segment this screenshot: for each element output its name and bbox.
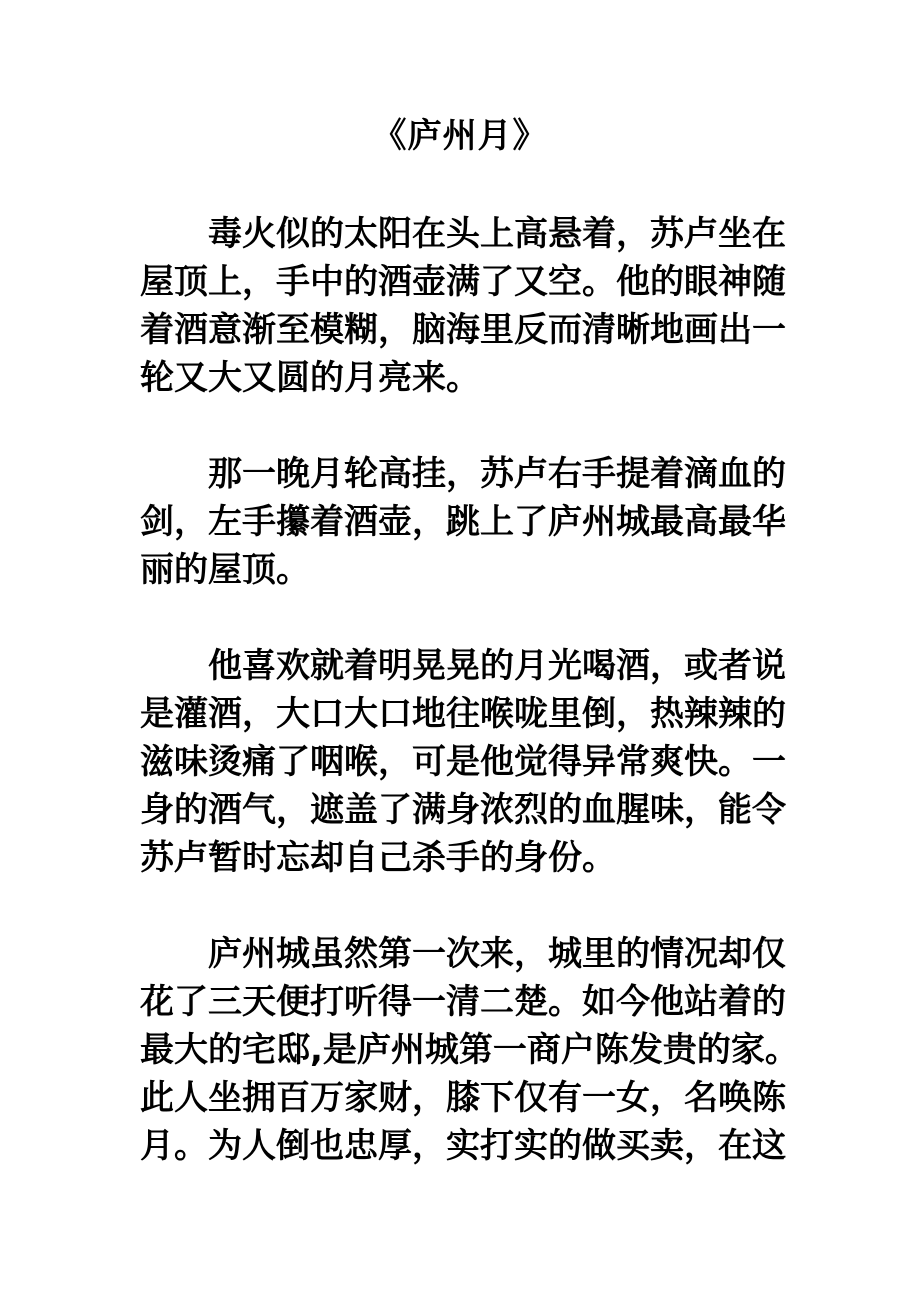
- paragraph-4-line-3: 最大的宅邸,是庐州城第一商户陈发贵的家。: [140, 1030, 799, 1070]
- paragraph-2-line-1: 那一晚月轮高挂，苏卢右手提着滴血的: [208, 454, 786, 494]
- document-title: 《庐州月》: [372, 116, 548, 156]
- paragraph-3-line-4: 身的酒气，遮盖了满身浓烈的血腥味，能令: [140, 790, 786, 830]
- paragraph-2-line-2: 剑，左手攥着酒壶，跳上了庐州城最高最华: [140, 502, 786, 542]
- paragraph-3-line-1: 他喜欢就着明晃晃的月光喝酒，或者说: [208, 646, 786, 686]
- paragraph-1-line-3: 着酒意渐至模糊，脑海里反而清晰地画出一: [140, 310, 786, 350]
- paragraph-4-line-5: 月。为人倒也忠厚，实打实的做买卖，在这: [140, 1126, 786, 1166]
- paragraph-2-line-3: 丽的屋顶。: [140, 550, 310, 590]
- paragraph-4-line-2: 花了三天便打听得一清二楚。如今他站着的: [140, 982, 786, 1022]
- paragraph-3-line-5: 苏卢暂时忘却自己杀手的身份。: [140, 838, 616, 878]
- paragraph-3-line-3: 滋味烫痛了咽喉，可是他觉得异常爽快。一: [140, 742, 786, 782]
- paragraph-4-line-4: 此人坐拥百万家财，膝下仅有一女，名唤陈: [140, 1078, 786, 1118]
- paragraph-1-line-1: 毒火似的太阳在头上高悬着，苏卢坐在: [208, 214, 786, 254]
- paragraph-3-line-2: 是灌酒，大口大口地往喉咙里倒，热辣辣的: [140, 694, 786, 734]
- paragraph-1-line-4: 轮又大又圆的月亮来。: [140, 358, 480, 398]
- paragraph-4-line-1: 庐州城虽然第一次来，城里的情况却仅: [208, 934, 786, 974]
- paragraph-1-line-2: 屋顶上，手中的酒壶满了又空。他的眼神随: [140, 262, 786, 302]
